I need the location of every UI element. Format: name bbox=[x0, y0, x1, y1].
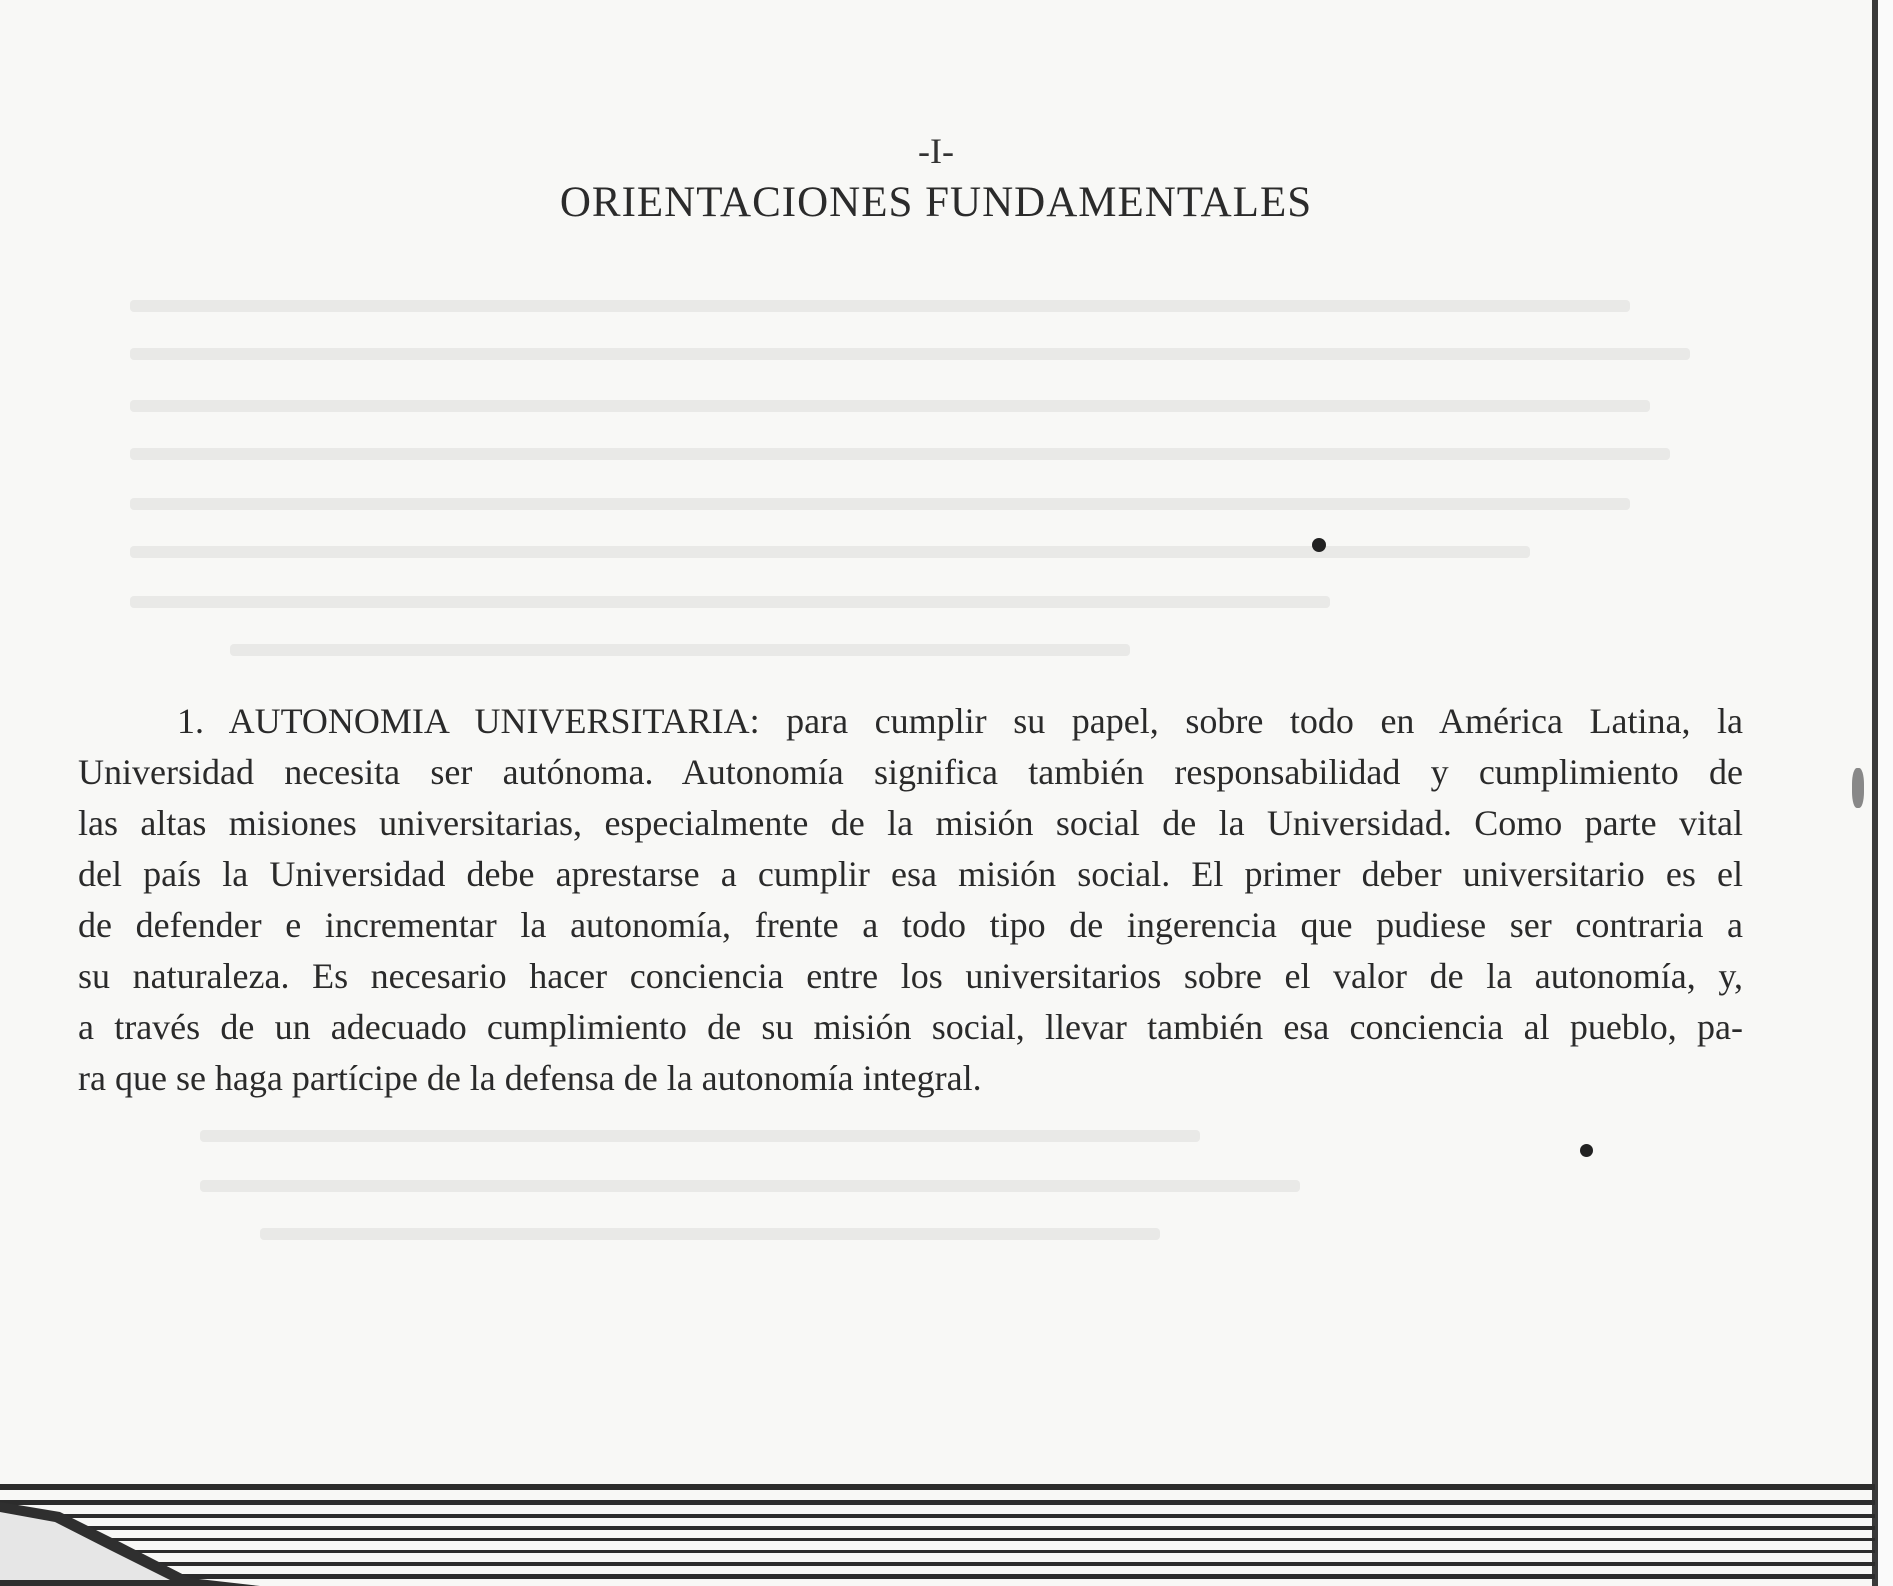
scan-background bbox=[1878, 0, 1893, 1586]
bottom-rule bbox=[0, 1538, 1875, 1541]
show-through-line bbox=[130, 300, 1630, 312]
bottom-rule bbox=[0, 1562, 1875, 1566]
ink-smudge bbox=[1852, 768, 1864, 808]
paragraph-line: del país la Universidad debe aprestarse a cumplir esa misión social. El primer deber universitario es el bbox=[78, 854, 1743, 894]
bottom-rule bbox=[0, 1574, 1875, 1579]
show-through-line bbox=[200, 1130, 1200, 1142]
show-through-line bbox=[130, 596, 1330, 608]
bottom-rule bbox=[0, 1500, 1875, 1505]
paragraph-line: ra que se haga partícipe de la defensa de la autonomía integral. bbox=[78, 1058, 982, 1098]
show-through-line bbox=[230, 644, 1130, 656]
ink-speck bbox=[1312, 538, 1326, 552]
show-through-line bbox=[130, 448, 1670, 460]
show-through-line bbox=[130, 348, 1690, 360]
paragraph-line: 1. AUTONOMIA UNIVERSITARIA: para cumplir su papel, sobre todo en América Latina, la bbox=[177, 701, 1743, 741]
paragraph-line: las altas misiones universitarias, especialmente de la misión social de la Universidad. Como parte vital bbox=[78, 803, 1743, 843]
show-through-line bbox=[200, 1180, 1300, 1192]
bottom-rule bbox=[0, 1550, 1875, 1553]
page-number: -I- bbox=[918, 131, 954, 171]
autonomy-paragraph bbox=[78, 696, 1743, 1104]
show-through-line bbox=[260, 1228, 1160, 1240]
paragraph-line: a través de un adecuado cumplimiento de su misión social, llevar también esa conciencia al pueblo, pa- bbox=[78, 1007, 1743, 1047]
paragraph-line: de defender e incrementar la autonomía, frente a todo tipo de ingerencia que pudiese ser contraria a bbox=[78, 905, 1743, 945]
paragraph-line: su naturaleza. Es necesario hacer conciencia entre los universitarios sobre el valor de la autonomía, y, bbox=[78, 956, 1743, 996]
show-through-line bbox=[130, 498, 1630, 510]
bottom-rule bbox=[0, 1484, 1875, 1490]
torn-corner bbox=[0, 1482, 260, 1586]
page-heading: ORIENTACIONES FUNDAMENTALES bbox=[559, 179, 1313, 226]
paragraph-line: Universidad necesita ser autónoma. Autonomía significa también responsabilidad y cumplimiento de bbox=[78, 752, 1743, 792]
ink-speck bbox=[1580, 1144, 1593, 1157]
bottom-rule bbox=[0, 1514, 1875, 1518]
show-through-line bbox=[130, 400, 1650, 412]
bottom-rule bbox=[0, 1526, 1875, 1530]
